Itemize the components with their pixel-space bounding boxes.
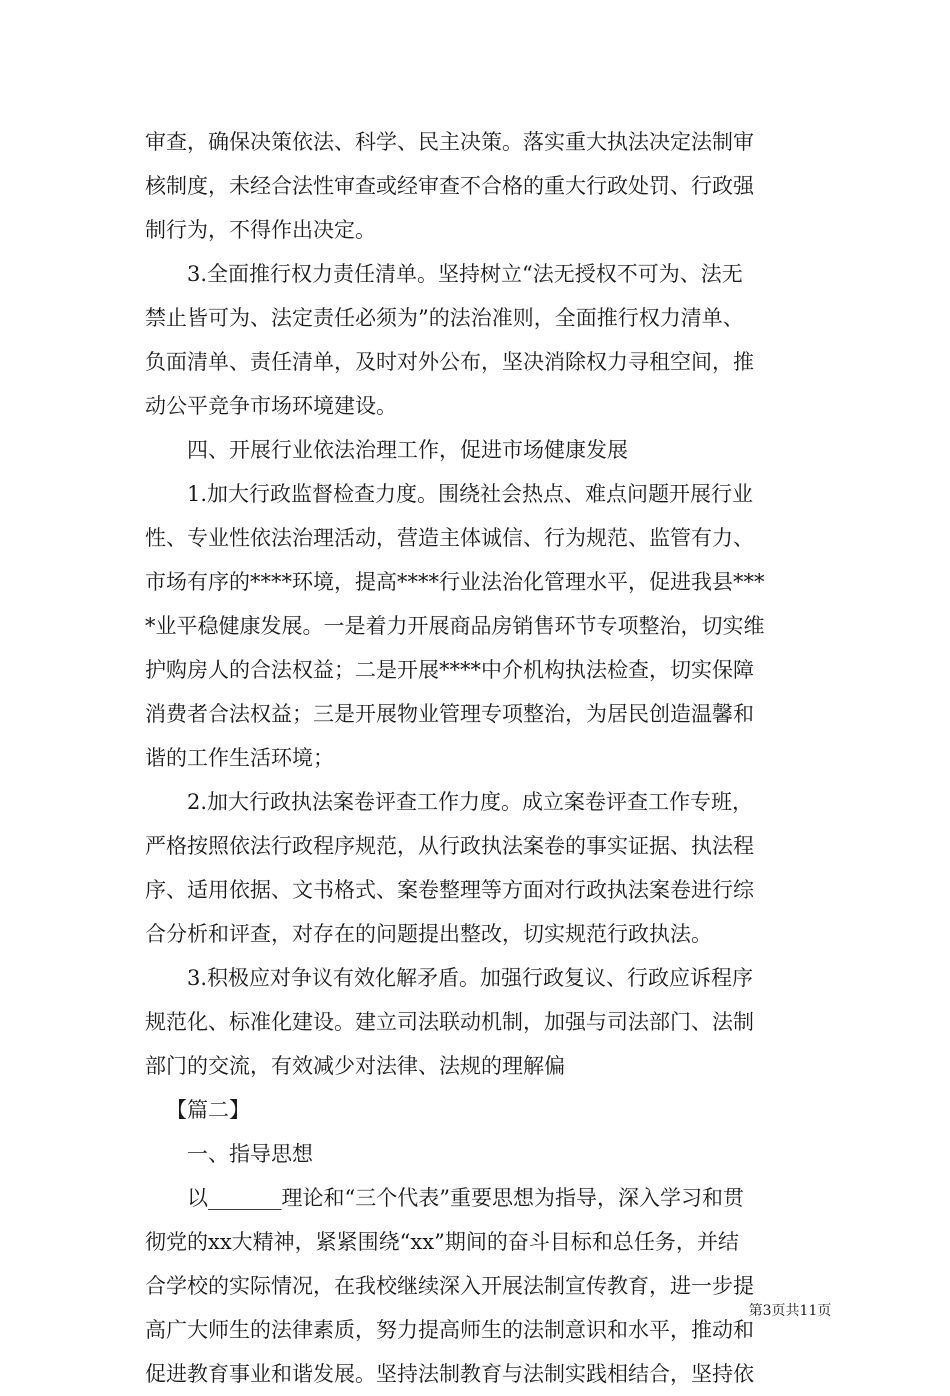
text-line: 谐的工作生活环境； bbox=[145, 746, 334, 770]
text-line: 市场有序的****环境，提高****行业法治化管理水平，促进我县*** bbox=[145, 570, 765, 594]
document-body bbox=[145, 120, 807, 1396]
text-line: 合分析和评查，对存在的问题提出整改，切实规范行政执法。 bbox=[145, 922, 712, 946]
page-number-footer: 第3页共11页 bbox=[748, 1303, 832, 1319]
text-line: 彻党的xx大精神，紧紧围绕“xx”期间的奋斗目标和总任务，并结 bbox=[145, 1230, 739, 1254]
text-line: 规范化、标准化建设。建立司法联动机制，加强与司法部门、法制 bbox=[145, 1010, 754, 1034]
section-heading: 四、开展行业依法治理工作，促进市场健康发展 bbox=[187, 438, 628, 462]
paragraph-start-line: 2.加大行政执法案卷评查工作力度。成立案卷评查工作专班， bbox=[187, 790, 754, 814]
text-line: 消费者合法权益；三是开展物业管理专项整治，为居民创造温馨和 bbox=[145, 702, 754, 726]
text-line: 动公平竞争市场环境建设。 bbox=[145, 394, 397, 418]
text-line: 性、专业性依法治理活动，营造主体诚信、行为规范、监管有力、 bbox=[145, 526, 754, 550]
text-line: 合学校的实际情况，在我校继续深入开展法制宣传教育，进一步提 bbox=[145, 1274, 754, 1298]
text-line: 审查，确保决策依法、科学、民主决策。落实重大执法决定法制审 bbox=[145, 130, 754, 154]
text-line: 护购房人的合法权益；二是开展****中介机构执法检查，切实保障 bbox=[145, 658, 754, 682]
text-line: 制行为，不得作出决定。 bbox=[145, 218, 376, 242]
paragraph-start-line: 以_______理论和“三个代表”重要思想为指导，深入学习和贯 bbox=[187, 1186, 744, 1210]
text-line: *业平稳健康发展。一是着力开展商品房销售环节专项整治，切实维 bbox=[145, 614, 765, 638]
section-heading: 一、指导思想 bbox=[187, 1142, 313, 1166]
text-line: 核制度，未经合法性审查或经审查不合格的重大行政处罚、行政强 bbox=[145, 174, 754, 198]
paragraph-start-line: 3.全面推行权力责任清单。坚持树立“法无授权不可为、法无 bbox=[187, 262, 743, 286]
paragraph-start-line: 3.积极应对争议有效化解矛盾。加强行政复议、行政应诉程序 bbox=[187, 966, 754, 990]
text-line: 负面清单、责任清单，及时对外公布，坚决消除权力寻租空间，推 bbox=[145, 350, 754, 374]
paragraph-start-line: 1.加大行政监督检查力度。围绕社会热点、难点问题开展行业 bbox=[187, 482, 754, 506]
part-heading: 【篇二】 bbox=[166, 1098, 250, 1122]
text-line: 禁止皆可为、法定责任必须为”的法治准则，全面推行权力清单、 bbox=[145, 306, 744, 330]
text-line: 高广大师生的法律素质，努力提高师生的法制意识和水平，推动和 bbox=[145, 1318, 754, 1342]
text-line: 严格按照依法行政程序规范，从行政执法案卷的事实证据、执法程 bbox=[145, 834, 754, 858]
text-line: 部门的交流，有效减少对法律、法规的理解偏 bbox=[145, 1054, 565, 1078]
text-line: 促进教育事业和谐发展。坚持法制教育与法制实践相结合，坚持依 bbox=[145, 1362, 754, 1386]
text-line: 序、适用依据、文书格式、案卷整理等方面对行政执法案卷进行综 bbox=[145, 878, 754, 902]
